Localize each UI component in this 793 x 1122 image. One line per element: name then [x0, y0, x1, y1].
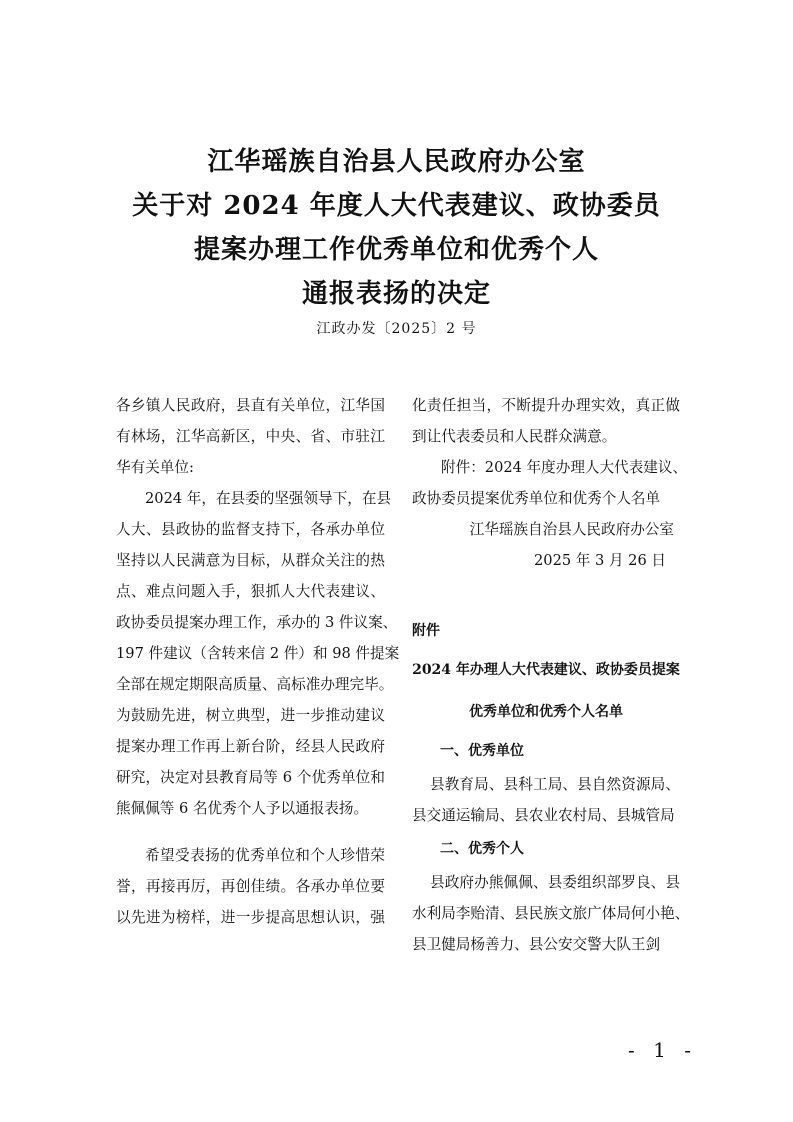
body-line: 化责任担当，不断提升办理实效，真正做 — [412, 397, 680, 414]
attachment-label: 附件 — [412, 623, 440, 639]
document-title — [0, 140, 793, 316]
body-line: 全部在规定期限高质量、高标准办理完毕。 — [116, 676, 394, 693]
body-line: 点、难点问题入手，狠抓人大代表建议、 — [116, 583, 385, 600]
attachment-title: 优秀单位和优秀个人名单 — [469, 704, 623, 720]
body-line: 政协委员提案办理工作，承办的 3 件议案、 — [116, 614, 398, 631]
body-line: 人大、县政协的监督支持下，各承办单位 — [116, 521, 385, 538]
page-number: - 1 - — [628, 1038, 697, 1062]
body-line: 誉，再接再厉，再创佳绩。各承办单位要 — [116, 878, 385, 895]
body-line: 熊佩佩等 6 名优秀个人予以通报表扬。 — [116, 800, 369, 817]
title-line: 江华瑶族自治县人民政府办公室 — [207, 147, 586, 177]
body-line: 希望受表扬的优秀单位和个人珍惜荣 — [145, 847, 385, 864]
attachment-note: 附件：2024 年度办理人大代表建议、 — [441, 459, 688, 476]
attachment-title: 2024 年办理人大代表建议、政协委员提案 — [412, 662, 680, 678]
section-heading: 二、优秀个人 — [440, 841, 524, 857]
title-line: 关于对 2024 年度人大代表建议、政协委员 — [132, 191, 661, 221]
list-line: 县交通运输局、县农业农村局、县城管局 — [412, 807, 675, 824]
list-line: 县教育局、县科工局、县自然资源局、 — [430, 776, 680, 793]
body-line: 提案办理工作再上新台阶，经县人民政府 — [116, 738, 385, 755]
body-line: 2024 年，在县委的坚强领导下，在县 — [145, 490, 392, 507]
body-line: 研究，决定对县教育局等 6 个优秀单位和 — [116, 769, 385, 786]
title-line: 通报表扬的决定 — [301, 279, 491, 309]
signature-date: 2025 年 3 月 26 日 — [534, 552, 666, 569]
list-line: 县卫健局杨善力、县公安交警大队王剑 — [412, 936, 661, 953]
section-heading: 一、优秀单位 — [440, 743, 524, 759]
signature-org: 江华瑶族自治县人民政府办公室 — [469, 521, 674, 538]
attachment-note: 政协委员提案优秀单位和优秀个人名单 — [412, 490, 661, 507]
body-line: 坚持以人民满意为目标，从群众关注的热 — [116, 552, 385, 569]
left-column — [116, 390, 400, 933]
title-line: 提案办理工作优秀单位和优秀个人 — [193, 235, 599, 265]
body-line: 以先进为榜样，进一步提高思想认识，强 — [116, 909, 385, 926]
body-line: 为鼓励先进，树立典型，进一步推动建议 — [116, 707, 385, 724]
list-line: 县政府办熊佩佩、县委组织部罗良、县 — [430, 874, 680, 891]
body-line: 有林场，江华高新区，中央、省、市驻江 — [116, 428, 385, 445]
body-line: 各乡镇人民政府，县直有关单位，江华国 — [116, 397, 385, 414]
list-line: 水利局李贻清、县民族文旅广体局何小艳、 — [412, 905, 690, 922]
body-line: 到让代表委员和人民群众满意。 — [412, 428, 617, 445]
right-column — [412, 390, 690, 960]
body-line: 197 件建议（含转来信 2 件）和 98 件提案 — [116, 645, 400, 662]
document-number: 江政办发〔2025〕2 号 — [316, 321, 477, 337]
body-line: 华有关单位: — [116, 459, 194, 476]
